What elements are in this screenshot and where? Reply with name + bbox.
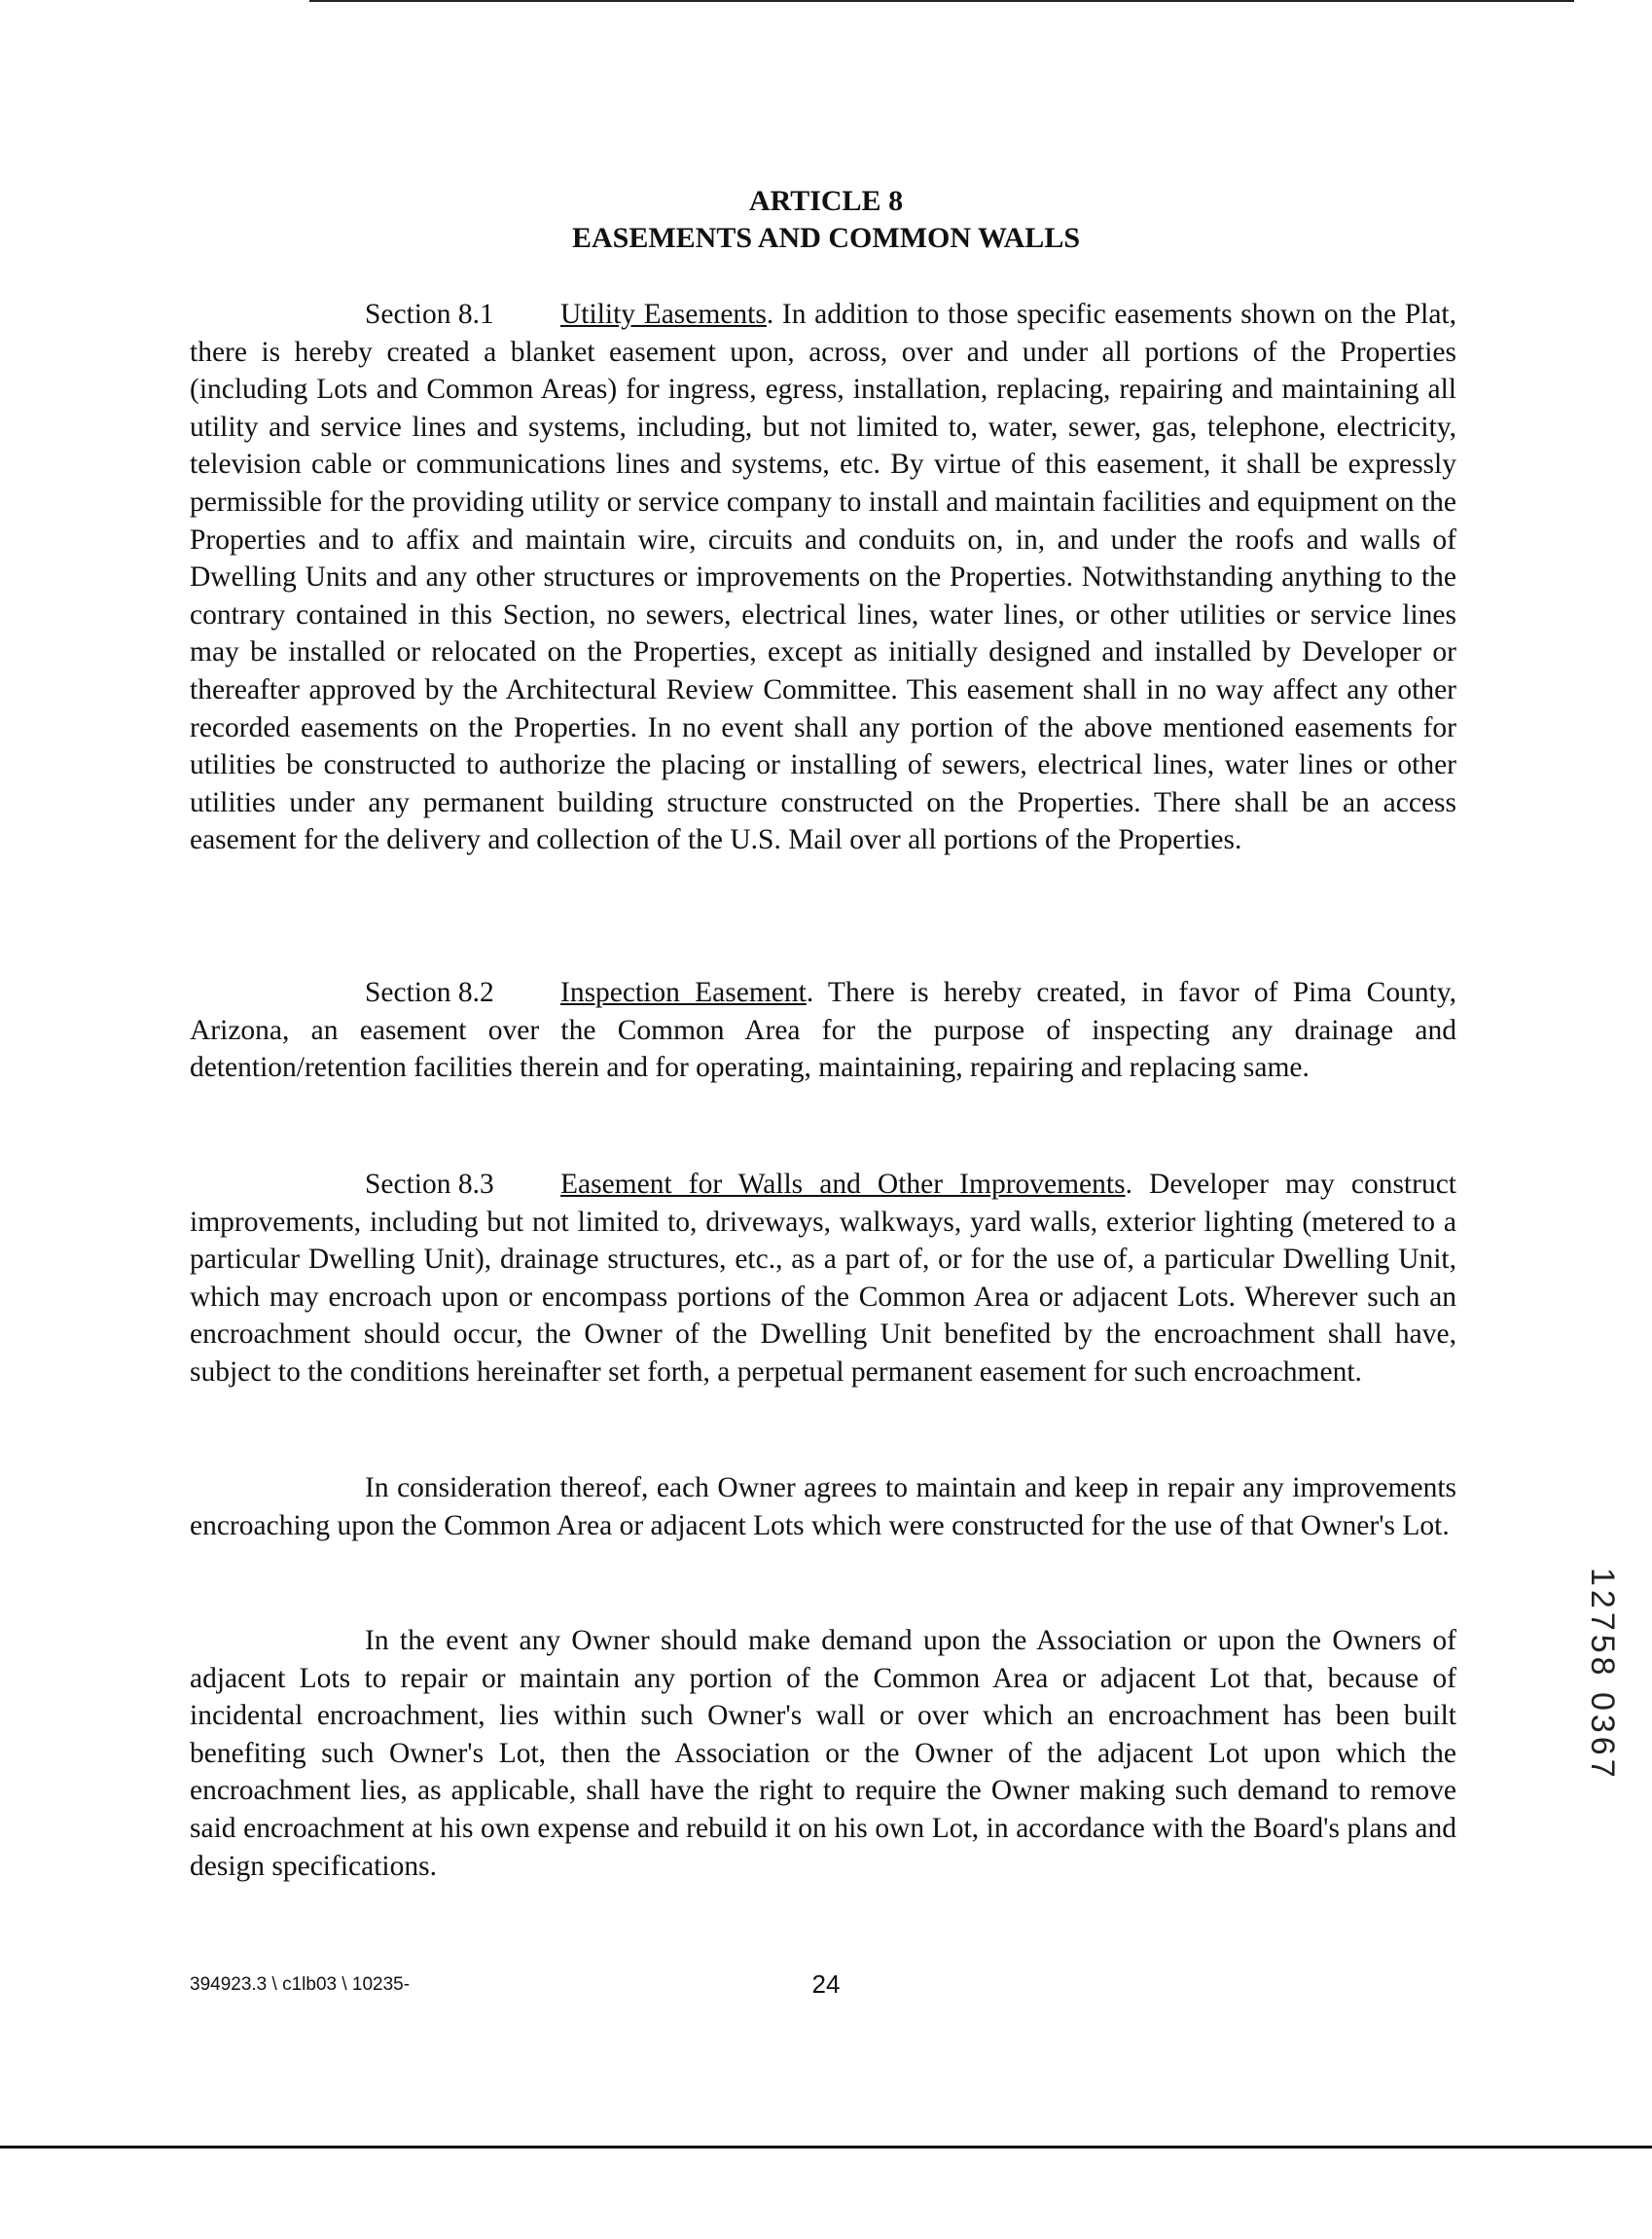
- section-body: . In addition to those specific easements shown on the Plat, there is hereby created a blanket easement upon, across, over and under all portions of the Properties (including Lots and Common Areas) for ingress, egress, installation, replacing, repairing and maintaining all utility and service lines and systems, including, but not limited to, water, sewer, gas, telephone, electricity, television cable or communications lines and systems, etc. By virtue of this easement, it shall be expressly permissible for the providing utility or service company to install and maintain facilities and equipment on the Properties and to affix and maintain wire, circuits and conduits on, in, and under the roofs and walls of Dwelling Units and any other structures or improvements on the Properties. Notwithstanding anything to the contrary contained in this Section, no sewers, electrical lines, water lines, or other utilities or service lines may be installed or relocated on the Properties, except as initially designed and installed by Developer or thereafter approved by the Architectural Review Committee. This easement shall in no way affect any other recorded easements on the Properties. In no event shall any portion of the above mentioned easements for utilities be constructed to authorize the placing or installing of sewers, electrical lines, water lines or other utilities under any permanent building structure constructed on the Properties. There shall be an access easement for the delivery and collection of the U.S. Mail over all portions of the Properties.: [190, 299, 1457, 856]
- recording-stamp: [1576, 1568, 1634, 2239]
- section-heading: Utility Easements: [560, 299, 767, 330]
- paragraph-body: In the event any Owner should make demand upon the Association or upon the Owners of adjacent Lots to repair or maintain any portion of the Common Area or adjacent Lot that, because of incidental encroachment, lies within such Owner's wall or over which an encroachment has been built benefiting such Owner's Lot, then the Association or the Owner of the adjacent Lot upon which the encroachment lies, as applicable, shall have the right to require the Owner making such demand to remove said encroachment at his own expense and rebuild it on his own Lot, in accordance with the Board's plans and design specifications.: [190, 1625, 1456, 1882]
- section-8-1-paragraph: [190, 296, 1456, 859]
- consideration-paragraph: [190, 1469, 1456, 1544]
- recording-stamp-number: 12758 0367: [1584, 1568, 1621, 1782]
- bottom-edge-rule: [0, 2146, 1652, 2149]
- section-number: Section 8.2: [365, 977, 494, 1008]
- top-edge-rule: [309, 0, 1574, 2]
- paragraph-body: In consideration thereof, each Owner agrees to maintain and keep in repair any improvements encroaching upon the Common Area or adjacent Lots which were constructed for the use of that Owner's Lot.: [190, 1472, 1456, 1541]
- document-id: 394923.3 \ c1lb03 \ 10235-: [190, 1974, 411, 1995]
- section-heading: Inspection Easement: [560, 977, 807, 1008]
- section-number: Section 8.3: [365, 1169, 494, 1200]
- article-title: EASEMENTS AND COMMON WALLS: [571, 222, 1081, 254]
- section-body: . Developer may construct improvements, including but not limited to, driveways, walkways, yard walls, exterior lighting (metered to a particular Dwelling Unit), drainage structures, etc., as a part of, or for the use of, a particular Dwelling Unit, which may encroach upon or encompass portions of the Common Area or adjacent Lots. Wherever such an encroachment should occur, the Owner of the Dwelling Unit benefited by the encroachment shall have, subject to the conditions hereinafter set forth, a perpetual permanent easement for such encroachment.: [190, 1169, 1456, 1388]
- section-body: . There is hereby created, in favor of Pima County, Arizona, an easement over the Common Area for the purpose of inspecting any drainage and detention/retention facilities therein and for operating, maintaining, repairing and replacing same.: [190, 977, 1456, 1084]
- page-number: 24: [811, 1969, 841, 1999]
- section-number: Section 8.1: [365, 299, 494, 330]
- demand-paragraph: [190, 1622, 1456, 1885]
- section-8-2-paragraph: [190, 974, 1456, 1087]
- section-heading: Easement for Walls and Other Improvements: [560, 1169, 1126, 1200]
- section-8-3-paragraph: [190, 1166, 1456, 1391]
- article-number: ARTICLE 8: [748, 185, 904, 217]
